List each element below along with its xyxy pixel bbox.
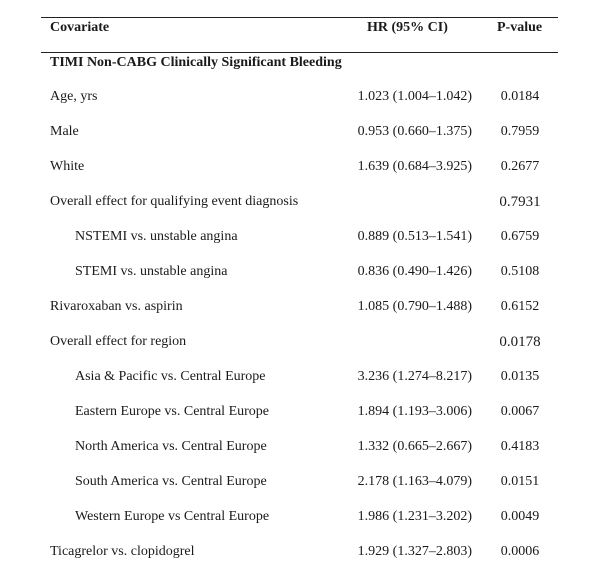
table-body [0,80,606,570]
table-row [0,80,606,115]
p-value-cell: 0.5108 [500,264,540,279]
p-value-cell: 0.7931 [499,194,541,210]
hr-cell: 0.953 (0.660–1.375) [357,124,472,139]
covariate-cell: Western Europe vs Central Europe [75,509,270,524]
p-value-cell: 0.0184 [500,89,540,104]
table-row [0,535,606,570]
table-row [0,465,606,500]
covariate-cell: Male [50,124,79,139]
hr-cell: 1.085 (0.790–1.488) [357,299,472,314]
hr-cell: 1.929 (1.327–2.803) [357,544,472,559]
covariate-cell: Rivaroxaban vs. aspirin [50,299,183,314]
covariate-cell: Age, yrs [50,89,98,104]
covariate-cell: Ticagrelor vs. clopidogrel [50,544,195,559]
table-header-rule [41,52,558,53]
hr-cell: 0.836 (0.490–1.426) [357,264,472,279]
section-heading: TIMI Non-CABG Clinically Significant Bleeding [50,55,342,70]
table-row [0,220,606,255]
covariate-cell: Overall effect for qualifying event diagnosis [50,194,299,209]
hr-cell: 1.894 (1.193–3.006) [357,404,472,419]
covariate-cell: South America vs. Central Europe [75,474,267,489]
covariate-cell: North America vs. Central Europe [75,439,267,454]
p-value-cell: 0.0067 [500,404,540,419]
hr-cell: 1.986 (1.231–3.202) [357,509,472,524]
header-p-value: P-value [497,20,543,35]
header-hr: HR (95% CI) [367,20,448,35]
p-value-cell: 0.6152 [500,299,540,314]
covariate-cell: Eastern Europe vs. Central Europe [75,404,269,419]
table-row [0,185,606,220]
table-row [0,395,606,430]
hr-cell: 3.236 (1.274–8.217) [357,369,472,384]
p-value-cell: 0.6759 [500,229,540,244]
table-row [0,360,606,395]
hr-cell: 1.023 (1.004–1.042) [357,89,472,104]
table-row [0,325,606,360]
hr-cell: 1.332 (0.665–2.667) [357,439,472,454]
p-value-cell: 0.0006 [500,544,540,559]
covariate-cell: STEMI vs. unstable angina [75,264,228,279]
p-value-cell: 0.0151 [500,474,540,489]
table-row [0,430,606,465]
p-value-cell: 0.2677 [500,159,540,174]
table-header [41,17,558,52]
p-value-cell: 0.4183 [500,439,540,454]
table-row [0,255,606,290]
p-value-cell: 0.0049 [500,509,540,524]
hr-cell: 0.889 (0.513–1.541) [357,229,472,244]
covariate-cell: NSTEMI vs. unstable angina [75,229,238,244]
covariate-cell: Asia & Pacific vs. Central Europe [75,369,266,384]
p-value-cell: 0.7959 [500,124,540,139]
table-row [0,500,606,535]
p-value-cell: 0.0178 [499,334,541,350]
p-value-cell: 0.0135 [500,369,540,384]
table-row [0,150,606,185]
table-row [0,290,606,325]
covariate-cell: Overall effect for region [50,334,187,349]
hr-cell: 1.639 (0.684–3.925) [357,159,472,174]
table-row [0,115,606,150]
header-covariate: Covariate [50,20,110,35]
covariate-cell: White [50,159,85,174]
hr-cell: 2.178 (1.163–4.079) [357,474,472,489]
